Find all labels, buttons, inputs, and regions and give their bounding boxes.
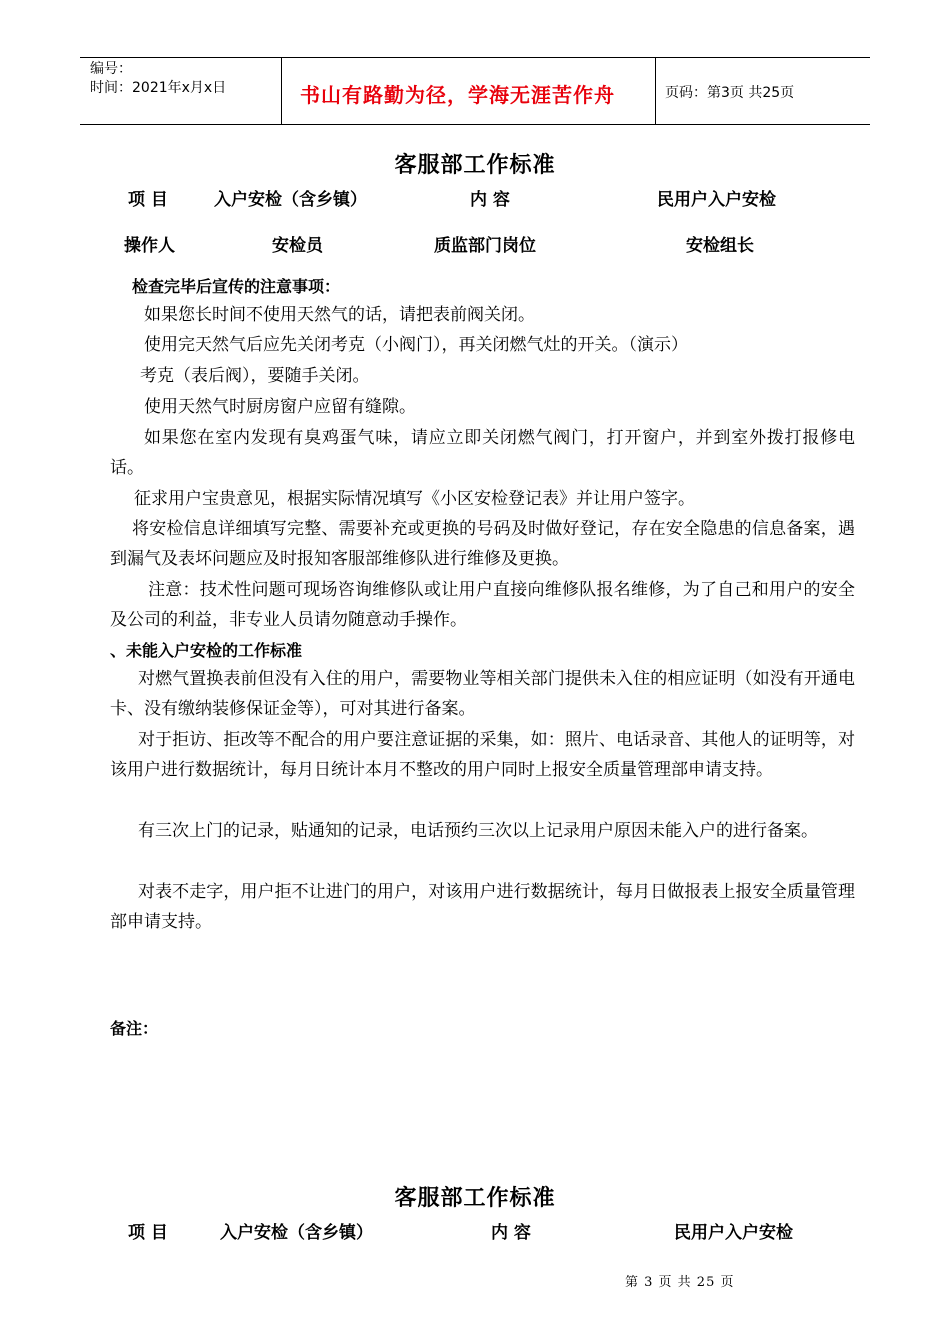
paragraph: 对于拒访、拒改等不配合的用户要注意证据的采集，如：照片、电话录音、其他人的证明等，对该用户进行数据统计，每月日统计本月不整改的用户同时上报安全质量管理部申请支持。 bbox=[110, 730, 855, 780]
paragraph: 使用完天然气后应先关闭考克（小阀门），再关闭燃气灶的开关。（演示） bbox=[144, 335, 688, 355]
header-bottom-border bbox=[80, 124, 870, 125]
paragraph: 将安检信息详细填写完整、需要补充或更换的号码及时做好登记，存在安全隐患的信息备案，遇到漏气及表坏问题应及时报知客服部维修队进行维修及更换。 bbox=[110, 519, 855, 569]
paragraph: 注意：技术性问题可现场咨询维修队或让用户直接向维修队报名维修，为了自己和用户的安全及公司的利益，非专业人员请勿随意动手操作。 bbox=[110, 580, 855, 630]
field-label-dept: 质监部门岗位 bbox=[434, 236, 536, 256]
field-value-content: 民用户入户安检 bbox=[657, 190, 776, 210]
paragraph: 征求用户宝贵意见，根据实际情况填写《小区安检登记表》并让用户签字。 bbox=[134, 489, 695, 509]
paragraph: 如果您在室内发现有臭鸡蛋气味，请应立即关闭燃气阀门，打开窗户，并到室外拨打报修电话。 bbox=[110, 428, 855, 478]
field-value-item: 入户安检（含乡镇） bbox=[214, 190, 367, 210]
page-footer: 第 3 页 共 25 页 bbox=[625, 1275, 735, 1290]
field-label-item-2: 项 目 bbox=[128, 1223, 168, 1243]
paragraph: 使用天然气时厨房窗户应留有缝隙。 bbox=[144, 397, 416, 417]
field-value-item-2: 入户安检（含乡镇） bbox=[220, 1223, 373, 1243]
paragraph: 有三次上门的记录，贴通知的记录，电话预约三次以上记录用户原因未能入户的进行备案。 bbox=[138, 821, 818, 841]
document-title-2: 客服部工作标准 bbox=[394, 1186, 556, 1211]
header-divider-1 bbox=[281, 57, 282, 125]
document-number-label: 编号： bbox=[90, 61, 132, 77]
header-motto: 书山有路勤为径，学海无涯苦作舟 bbox=[300, 83, 615, 107]
paragraph: 如果您长时间不使用天然气的话，请把表前阀关闭。 bbox=[144, 305, 535, 325]
field-value-operator: 安检员 bbox=[272, 236, 323, 256]
field-label-operator: 操作人 bbox=[124, 236, 175, 256]
remark-label: 备注： bbox=[110, 1019, 159, 1038]
field-value-content-2: 民用户入户安检 bbox=[674, 1223, 793, 1243]
field-value-dept: 安检组长 bbox=[686, 236, 754, 256]
paragraph: 对燃气置换表前但没有入住的用户，需要物业等相关部门提供未入住的相应证明（如没有开通电卡、没有缴纳装修保证金等），可对其进行备案。 bbox=[110, 669, 855, 719]
field-label-content: 内 容 bbox=[470, 190, 510, 210]
document-title: 客服部工作标准 bbox=[394, 153, 556, 178]
header-page-info: 页码：第3页 共25页 bbox=[665, 85, 795, 101]
section-heading: 、未能入户安检的工作标准 bbox=[110, 641, 303, 660]
header-divider-2 bbox=[655, 57, 656, 125]
field-label-item: 项 目 bbox=[128, 190, 168, 210]
document-date-label: 时间：2021年x月x日 bbox=[90, 80, 227, 96]
paragraph: 考克（表后阀），要随手关闭。 bbox=[140, 366, 370, 386]
header-top-border bbox=[80, 57, 870, 58]
notice-heading: 检查完毕后宣传的注意事项： bbox=[132, 277, 341, 296]
paragraph: 对表不走字，用户拒不让进门的用户，对该用户进行数据统计，每月日做报表上报安全质量管理部申请支持。 bbox=[110, 882, 855, 932]
field-label-content-2: 内 容 bbox=[491, 1223, 531, 1243]
